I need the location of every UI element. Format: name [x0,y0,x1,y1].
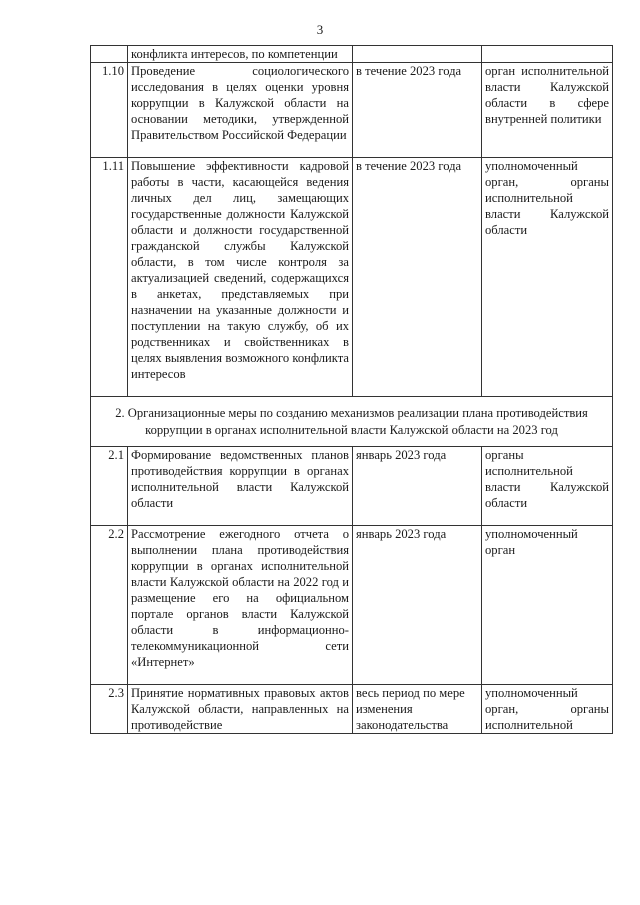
table-row [91,63,613,158]
item-number: 1.11 [91,158,128,397]
item-description: конфликта интересов, по компетенции [128,46,353,63]
item-deadline: январь 2023 года [353,526,482,685]
item-number: 1.10 [91,63,128,158]
table-row [91,158,613,397]
page-number: 3 [316,22,324,37]
item-description: Проведение социологического исследования в целях оценки уровня коррупции в Калужской области на основании методики, утвержденной Правительством Российской Федерации [128,63,353,158]
item-number: 2.3 [91,685,128,734]
table-row [91,447,613,526]
table-row [91,526,613,685]
item-deadline: в течение 2023 года [353,63,482,158]
item-executor: уполномоченный орган [482,526,613,685]
section-title: 2. Организационные меры по созданию механизмов реализации плана противодействия коррупции в органах исполнительной власти Калужской области на 2023 год [91,397,613,447]
table-row [91,685,613,734]
item-number: 2.1 [91,447,128,526]
item-executor: орган исполнительной власти Калужской области в сфере внутренней политики [482,63,613,158]
item-executor: уполномоченный орган, органы исполнительной [482,685,613,734]
item-description: Принятие нормативных правовых актов Калужской области, направленных на противодействие [128,685,353,734]
item-executor: уполномоченный орган, органы исполнительной власти Калужской области [482,158,613,397]
item-number [91,46,128,63]
action-plan-table [90,45,613,734]
item-description: Рассмотрение ежегодного отчета о выполнении плана противодействия коррупции в органах исполнительной власти Калужской области на 2022 год и размещение его на официальном портале органов власти Калужской области в информационно-телекоммуникационной сети «Интернет» [128,526,353,685]
item-executor: органы исполнительной власти Калужской области [482,447,613,526]
item-number: 2.2 [91,526,128,685]
section-header-row [91,397,613,447]
item-deadline: январь 2023 года [353,447,482,526]
item-deadline [353,46,482,63]
item-deadline: в течение 2023 года [353,158,482,397]
table-row [91,46,613,63]
item-description: Формирование ведомственных планов противодействия коррупции в органах исполнительной власти Калужской области [128,447,353,526]
item-executor [482,46,613,63]
item-deadline: весь период по мере изменения законодательства [353,685,482,734]
item-description: Повышение эффективности кадровой работы в части, касающейся ведения личных дел лиц, замещающих государственные должности Калужской области и должности государственной гражданской службы Калужской области, в том числе контроля за актуализацией сведений, содержащихся в анкетах, представляемых при назначении на указанные должности и поступлении на такую службу, об их родственниках и свойственниках в целях выявления возможного конфликта интересов [128,158,353,397]
